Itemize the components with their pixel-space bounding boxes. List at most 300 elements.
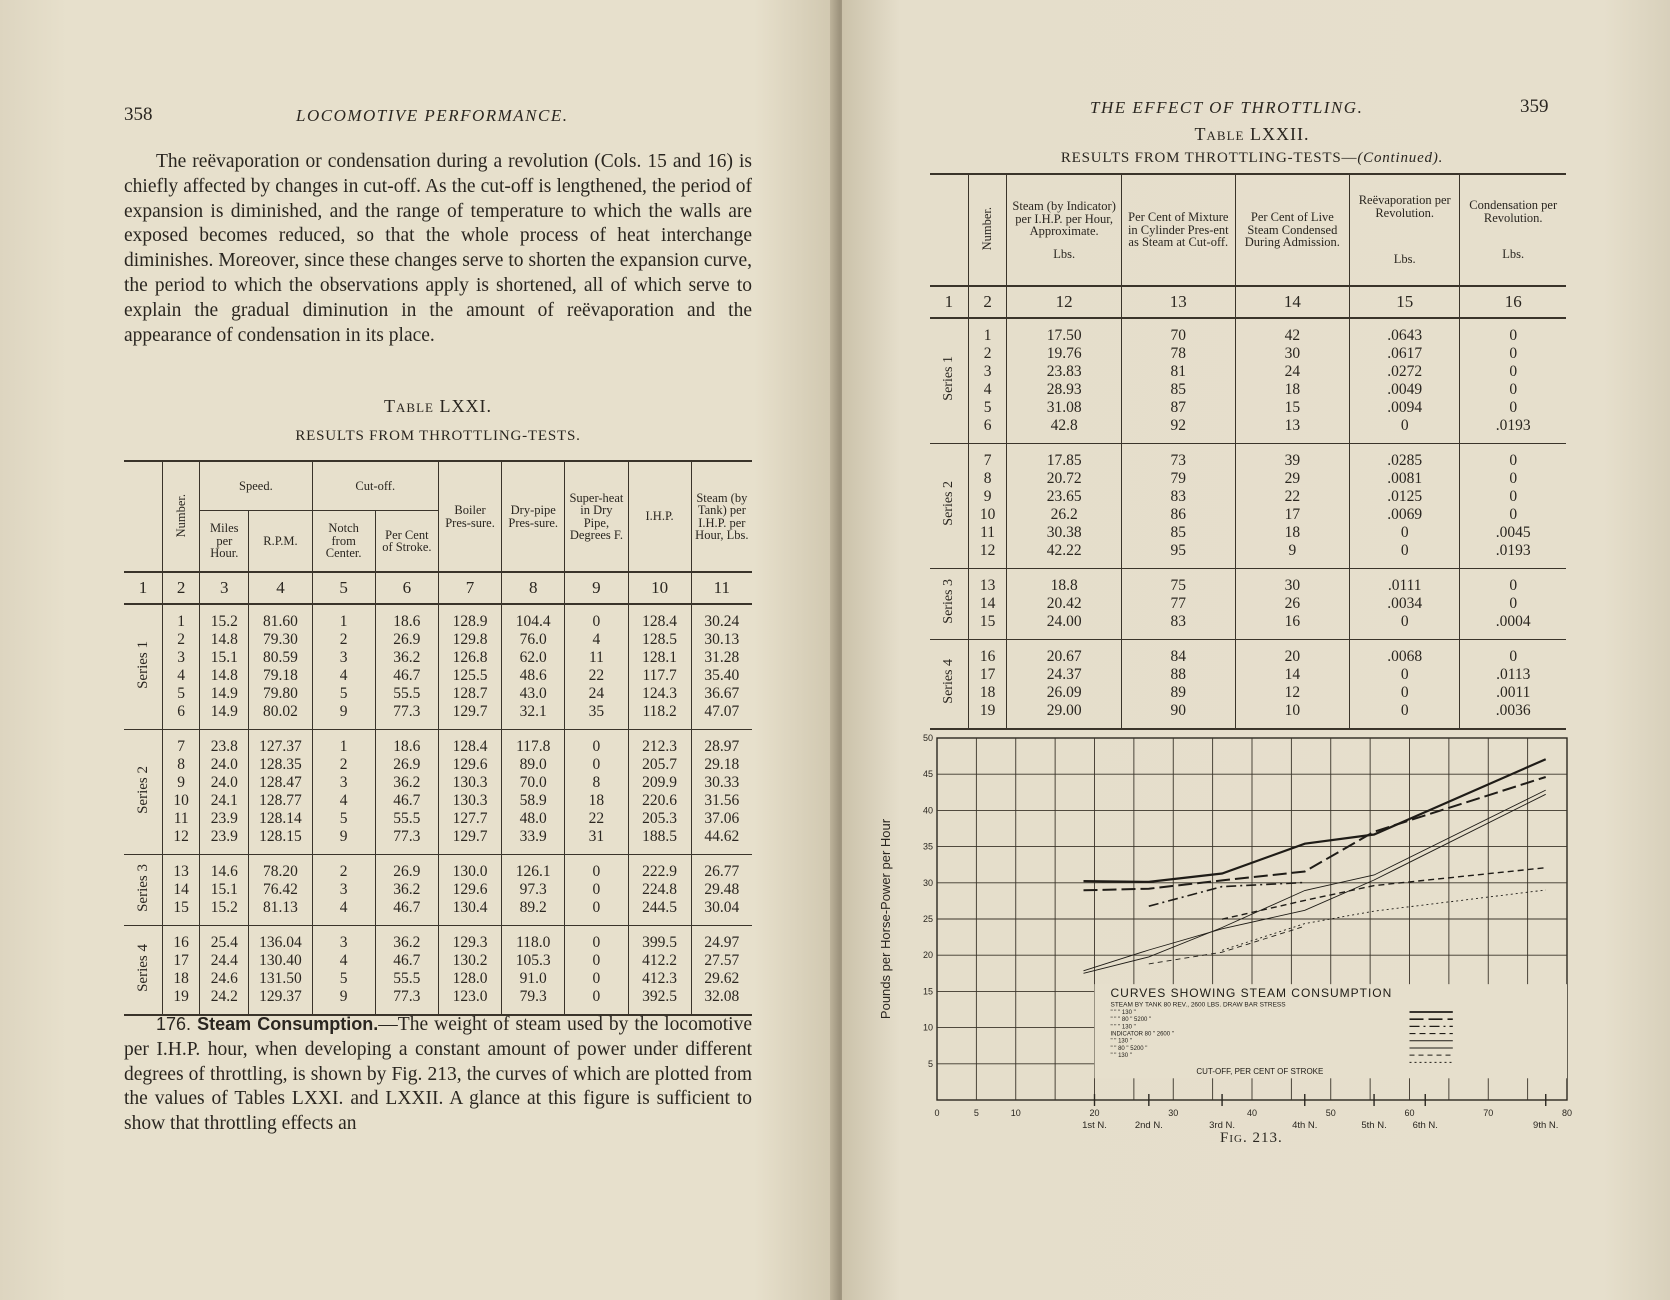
table-cell: 85 — [1121, 381, 1235, 399]
table-row — [930, 381, 1566, 399]
body-paragraph-1: The reëvaporation or condensation during a revolution (Cols. 15 and 16) is chiefly affected by changes in cut-off. As the cut-off is lengthened, the period of expansion is diminished, and the range of temperature to which the walls are exposed becomes reduced, so that the whole process of heat interchange diminishes. Moreover, since these changes serve to shorten the expansion curve, the period to which the observations apply is shortened, all of which serve to explain the gradual diminution in the amount of reëvaporation and the appearance of condensation in its place. — [124, 151, 752, 346]
table-cell: 117.7 — [628, 667, 691, 685]
page-number: 358 — [124, 104, 153, 125]
table-cell: .0125 — [1349, 488, 1459, 506]
table-cell: 399.5 — [628, 926, 691, 953]
table-cell: 3 — [312, 649, 375, 667]
table-cell: 78 — [1121, 345, 1235, 363]
table-cell: 37.06 — [691, 810, 752, 828]
table-row — [124, 667, 752, 685]
series-label: Series 1 — [134, 640, 151, 689]
table-cell: 0 — [565, 970, 628, 988]
table-cell: 81.13 — [249, 899, 312, 926]
table-cell: 35 — [565, 703, 628, 730]
table-row — [124, 631, 752, 649]
table-cell: 46.7 — [375, 952, 438, 970]
header-condensation: Condensation per Revolution. Lbs. — [1460, 174, 1566, 286]
table-cell: 224.8 — [628, 881, 691, 899]
table-cell: 90 — [1121, 702, 1235, 729]
table-cell: 11 — [565, 649, 628, 667]
header-mixture: Per Cent of Mixture in Cylinder Pres-ent as Steam at Cut-off. — [1121, 174, 1235, 286]
series-header — [124, 461, 163, 572]
table-cell: 18 — [1235, 524, 1349, 542]
table-cell: 4 — [312, 899, 375, 926]
notch-label: 6th N. — [1412, 1120, 1438, 1131]
table-cell: 31.28 — [691, 649, 752, 667]
table-cell: 0 — [1460, 470, 1566, 488]
table-cell: 3 — [163, 649, 200, 667]
table-cell: 128.35 — [249, 756, 312, 774]
table-cell: 23.65 — [1007, 488, 1121, 506]
table-cell: 14 — [1235, 666, 1349, 684]
table-cell: 18.6 — [375, 604, 438, 631]
legend-title: CURVES SHOWING STEAM CONSUMPTION — [1110, 985, 1393, 1000]
table-cell: 128.4 — [628, 604, 691, 631]
table-cell: 11 — [968, 524, 1007, 542]
table-cell: 79.3 — [502, 988, 565, 1015]
table-cell: 0 — [565, 926, 628, 953]
table-cell: 2 — [163, 631, 200, 649]
table-row — [124, 899, 752, 926]
table-cell: 0 — [1460, 444, 1566, 471]
column-number: 13 — [1121, 286, 1235, 318]
table-cell: 11 — [163, 810, 200, 828]
table-cell: 20.72 — [1007, 470, 1121, 488]
x-tick-label: 50 — [1325, 1108, 1336, 1118]
table-cell: 30.04 — [691, 899, 752, 926]
table-cell: 30.24 — [691, 604, 752, 631]
column-number: 9 — [565, 572, 628, 604]
table-cell: 31.56 — [691, 792, 752, 810]
table-cell: 97.3 — [502, 881, 565, 899]
table-cell: 4 — [312, 952, 375, 970]
table-row — [930, 702, 1566, 729]
table-cell: 48.0 — [502, 810, 565, 828]
series-line — [1222, 890, 1546, 950]
table-cell: 129.7 — [438, 703, 501, 730]
notch-label: 5th N. — [1361, 1120, 1387, 1131]
table-cell: 19.76 — [1007, 345, 1121, 363]
table-cell: 130.0 — [438, 855, 501, 882]
table-cell: 4 — [968, 381, 1007, 399]
table-cell: 118.0 — [502, 926, 565, 953]
table-cell: 42 — [1235, 318, 1349, 345]
table-cell: .0081 — [1349, 470, 1459, 488]
table-cell: 75 — [1121, 569, 1235, 596]
table-cell: 15.1 — [200, 649, 249, 667]
table-cell: 25.4 — [200, 926, 249, 953]
table-cell: 3 — [968, 363, 1007, 381]
table-cell: 32.08 — [691, 988, 752, 1015]
table-cell: 23.83 — [1007, 363, 1121, 381]
column-number: 12 — [1007, 286, 1121, 318]
table-cell: 0 — [1349, 542, 1459, 569]
table-cell: 17.50 — [1007, 318, 1121, 345]
legend-entry: " " " 130 " — [1110, 1009, 1136, 1016]
table-cell: 14.6 — [200, 855, 249, 882]
table-cell: 128.1 — [628, 649, 691, 667]
table-cell: 18 — [565, 792, 628, 810]
series-label: Series 2 — [134, 765, 151, 814]
table-cell: 47.07 — [691, 703, 752, 730]
table-cell: 36.67 — [691, 685, 752, 703]
table-row — [930, 318, 1566, 345]
column-number: 14 — [1235, 286, 1349, 318]
y-tick-label: 30 — [922, 877, 933, 888]
x-tick-label: 0 — [934, 1108, 940, 1118]
table-cell: 0 — [565, 855, 628, 882]
table-cell: 79.18 — [249, 667, 312, 685]
table-row — [124, 810, 752, 828]
series-line — [1084, 777, 1546, 890]
table-row — [124, 703, 752, 730]
table-cell: .0193 — [1460, 417, 1566, 444]
header-speed: Speed. — [200, 461, 312, 511]
table-cell: 85 — [1121, 524, 1235, 542]
y-tick-label: 10 — [922, 1022, 933, 1033]
header-number: Number. — [968, 174, 1007, 286]
table-cell: 36.2 — [375, 774, 438, 792]
table-cell: 125.5 — [438, 667, 501, 685]
header-reevaporation: Reëvaporation per Revolution. Lbs. — [1349, 174, 1459, 286]
table-cell: 1 — [312, 604, 375, 631]
table-cell: 8 — [968, 470, 1007, 488]
table-cell: 15.1 — [200, 881, 249, 899]
table-cell: 29 — [1235, 470, 1349, 488]
table-row — [930, 595, 1566, 613]
table-cell: 30 — [1235, 345, 1349, 363]
table-cell: 128.15 — [249, 828, 312, 855]
table-row — [124, 828, 752, 855]
table-cell: .0069 — [1349, 506, 1459, 524]
table-cell: 105.3 — [502, 952, 565, 970]
series-line — [1149, 926, 1305, 964]
table-cell: 15 — [163, 899, 200, 926]
table-cell: 20.67 — [1007, 640, 1121, 667]
header-notch: Notch from Center. — [312, 511, 375, 573]
table-cell: 220.6 — [628, 792, 691, 810]
table-row — [930, 488, 1566, 506]
page-number: 359 — [1520, 96, 1549, 117]
table-cell: 129.7 — [438, 828, 501, 855]
table-cell: 0 — [565, 988, 628, 1015]
table-cell: 76.42 — [249, 881, 312, 899]
header-steam-tank: Steam (by Tank) per I.H.P. per Hour, Lbs. — [691, 461, 752, 572]
table-cell: 14.8 — [200, 667, 249, 685]
table-cell: 22 — [565, 667, 628, 685]
table-cell: 117.8 — [502, 730, 565, 757]
table-cell: 30.38 — [1007, 524, 1121, 542]
table-cell: 130.4 — [438, 899, 501, 926]
table-cell: 24.1 — [200, 792, 249, 810]
table-cell: 33.9 — [502, 828, 565, 855]
table-cell: 23.8 — [200, 730, 249, 757]
table-cell: 70.0 — [502, 774, 565, 792]
table-cell: 205.7 — [628, 756, 691, 774]
table-cell: .0045 — [1460, 524, 1566, 542]
table-cell: 130.40 — [249, 952, 312, 970]
table-row — [124, 649, 752, 667]
table-cell: 80.59 — [249, 649, 312, 667]
x-tick-label: 70 — [1483, 1108, 1494, 1118]
table-row — [124, 604, 752, 631]
table-cell: .0285 — [1349, 444, 1459, 471]
x-axis-label: CUT-OFF, PER CENT OF STROKE — [1196, 1066, 1324, 1076]
series-line — [1084, 759, 1546, 882]
table-cell: 12 — [1235, 684, 1349, 702]
column-number: 2 — [968, 286, 1007, 318]
table-cell: 9 — [163, 774, 200, 792]
table-cell: 16 — [968, 640, 1007, 667]
table-cell: 15.2 — [200, 899, 249, 926]
table-cell: 14 — [163, 881, 200, 899]
table-cell: 30 — [1235, 569, 1349, 596]
table-cell: 3 — [312, 881, 375, 899]
table-cell: 89.0 — [502, 756, 565, 774]
column-number: 1 — [944, 292, 954, 311]
series-label: Series 3 — [134, 863, 151, 912]
table-cell: .0049 — [1349, 381, 1459, 399]
table-cell: .0094 — [1349, 399, 1459, 417]
column-number: 11 — [691, 572, 752, 604]
table-cell: 127.7 — [438, 810, 501, 828]
table-cell: 128.7 — [438, 685, 501, 703]
table-row — [930, 399, 1566, 417]
table-cell: 77.3 — [375, 703, 438, 730]
table-cell: 8 — [163, 756, 200, 774]
notch-label: 4th N. — [1292, 1120, 1318, 1131]
table-cell: 20 — [1235, 640, 1349, 667]
table-cell: 46.7 — [375, 667, 438, 685]
x-tick-label: 10 — [1010, 1108, 1021, 1118]
figure-caption: Fig. 213. — [1220, 1130, 1283, 1146]
table-cell: 18 — [968, 684, 1007, 702]
column-number: 8 — [502, 572, 565, 604]
table-cell: 17 — [163, 952, 200, 970]
table-cell: 13 — [1235, 417, 1349, 444]
series-header — [930, 174, 968, 286]
table-title: Table LXXII. — [1194, 124, 1310, 144]
table-row — [124, 970, 752, 988]
table-cell: .0068 — [1349, 640, 1459, 667]
x-tick-label: 20 — [1089, 1108, 1100, 1118]
table-cell: .0011 — [1460, 684, 1566, 702]
table-cell: 6 — [968, 417, 1007, 444]
table-cell: 5 — [163, 685, 200, 703]
table-cell: 129.3 — [438, 926, 501, 953]
y-tick-label: 5 — [927, 1058, 933, 1069]
table-cell: 10 — [163, 792, 200, 810]
table-cell: 26.9 — [375, 631, 438, 649]
table-cell: 24.4 — [200, 952, 249, 970]
header-ihp: I.H.P. — [628, 461, 691, 572]
notch-label: 3rd N. — [1209, 1120, 1236, 1131]
header-boiler-pressure: Boiler Pres-sure. — [438, 461, 501, 572]
table-cell: 24.6 — [200, 970, 249, 988]
table-cell: 24.0 — [200, 756, 249, 774]
table-cell: 128.9 — [438, 604, 501, 631]
table-cell: 1 — [163, 604, 200, 631]
x-tick-label: 80 — [1561, 1108, 1573, 1118]
table-cell: 16 — [163, 926, 200, 953]
table-row — [930, 417, 1566, 444]
table-cell: 18.6 — [375, 730, 438, 757]
table-cell: .0617 — [1349, 345, 1459, 363]
table-cell: 26.9 — [375, 855, 438, 882]
section-title: Steam Consumption. — [197, 1014, 379, 1034]
table-cell: 19 — [968, 702, 1007, 729]
table-cell: 24.2 — [200, 988, 249, 1015]
table-row — [930, 684, 1566, 702]
table-cell: 77.3 — [375, 988, 438, 1015]
table-cell: 8 — [565, 774, 628, 792]
table-cell: 18 — [1235, 381, 1349, 399]
table-cell: 9 — [1235, 542, 1349, 569]
table-cell: 5 — [312, 685, 375, 703]
table-cell: 31.08 — [1007, 399, 1121, 417]
table-cell: 23.9 — [200, 810, 249, 828]
column-number: 4 — [249, 572, 312, 604]
table-cell: 0 — [1349, 666, 1459, 684]
table-cell: 36.2 — [375, 926, 438, 953]
table-cell: 28.93 — [1007, 381, 1121, 399]
table-cell: 5 — [312, 970, 375, 988]
table-cell: 10 — [968, 506, 1007, 524]
table-cell: 0 — [1460, 569, 1566, 596]
table-cell: 24.97 — [691, 926, 752, 953]
column-number: 3 — [200, 572, 249, 604]
notch-label: 9th N. — [1533, 1120, 1559, 1131]
table-cell: 23.9 — [200, 828, 249, 855]
table-cell: 9 — [968, 488, 1007, 506]
column-number-row — [124, 572, 752, 604]
table-cell: 126.1 — [502, 855, 565, 882]
table-cell: 14.9 — [200, 685, 249, 703]
table-cell: 29.18 — [691, 756, 752, 774]
table-row — [930, 640, 1566, 667]
table-cell: 30.13 — [691, 631, 752, 649]
table-cell: 9 — [312, 988, 375, 1015]
column-number: 7 — [438, 572, 501, 604]
steam-consumption-chart — [872, 730, 1642, 1150]
table-cell: 36.2 — [375, 649, 438, 667]
table-row — [124, 988, 752, 1015]
table-cell: 136.04 — [249, 926, 312, 953]
y-tick-label: 15 — [922, 986, 933, 997]
table-cell: 129.6 — [438, 881, 501, 899]
table-cell: 1 — [968, 318, 1007, 345]
table-cell: 26.77 — [691, 855, 752, 882]
table-cell: 39 — [1235, 444, 1349, 471]
table-cell: 44.62 — [691, 828, 752, 855]
table-cell: 81 — [1121, 363, 1235, 381]
x-tick-label: 30 — [1168, 1108, 1179, 1118]
notch-label: 2nd N. — [1134, 1120, 1163, 1131]
table-row — [930, 506, 1566, 524]
table-cell: 2 — [312, 631, 375, 649]
x-tick-label: 40 — [1246, 1108, 1258, 1118]
table-cell: 9 — [312, 828, 375, 855]
column-number: 15 — [1349, 286, 1459, 318]
table-cell: .0036 — [1460, 702, 1566, 729]
table-cell: 0 — [1349, 702, 1459, 729]
table-cell: 0 — [1460, 381, 1566, 399]
table-lxxi — [124, 460, 752, 1016]
table-cell: 130.3 — [438, 774, 501, 792]
table-cell: 222.9 — [628, 855, 691, 882]
table-subtitle: RESULTS FROM THROTTLING-TESTS—(Continued). — [1060, 150, 1444, 166]
y-tick-label: 20 — [922, 950, 933, 961]
table-cell: 31 — [565, 828, 628, 855]
table-cell: 17.85 — [1007, 444, 1121, 471]
y-axis-label: Pounds per Horse-Power per Hour — [878, 818, 893, 1020]
table-cell: 12 — [163, 828, 200, 855]
table-cell: 15 — [1235, 399, 1349, 417]
table-cell: 412.3 — [628, 970, 691, 988]
column-number-row — [930, 286, 1566, 318]
table-cell: 58.9 — [502, 792, 565, 810]
table-cell: 131.50 — [249, 970, 312, 988]
table-cell: 128.77 — [249, 792, 312, 810]
table-cell: 18.8 — [1007, 569, 1121, 596]
header-cutoff: Cut-off. — [312, 461, 438, 511]
table-row — [124, 792, 752, 810]
table-cell: 55.5 — [375, 970, 438, 988]
y-tick-label: 45 — [922, 769, 933, 780]
table-cell: 0 — [1349, 417, 1459, 444]
table-cell: .0034 — [1349, 595, 1459, 613]
table-cell: 89 — [1121, 684, 1235, 702]
table-subtitle: RESULTS FROM THROTTLING-TESTS. — [295, 428, 581, 444]
series-label: Series 3 — [940, 579, 956, 624]
body-paragraph-2 — [124, 1012, 752, 1137]
table-cell: 32.1 — [502, 703, 565, 730]
series-label: Series 1 — [940, 356, 956, 401]
table-cell: 86 — [1121, 506, 1235, 524]
table-cell: 13 — [968, 569, 1007, 596]
table-cell: 6 — [163, 703, 200, 730]
table-cell: 2 — [312, 855, 375, 882]
table-cell: 0 — [565, 730, 628, 757]
table-cell: 212.3 — [628, 730, 691, 757]
table-cell: 83 — [1121, 613, 1235, 640]
header-condensed: Per Cent of Live Steam Condensed During Admission. — [1235, 174, 1349, 286]
table-cell: 79.80 — [249, 685, 312, 703]
running-head: THE EFFECT OF THROTTLING. — [1090, 98, 1364, 117]
table-cell: 1 — [312, 730, 375, 757]
table-cell: 7 — [163, 730, 200, 757]
table-cell: 15.2 — [200, 604, 249, 631]
table-cell: 4 — [565, 631, 628, 649]
table-cell: 14 — [968, 595, 1007, 613]
table-cell: .0643 — [1349, 318, 1459, 345]
table-cell: 14.9 — [200, 703, 249, 730]
table-row — [124, 756, 752, 774]
table-cell: 42.8 — [1007, 417, 1121, 444]
table-cell: 2 — [312, 756, 375, 774]
table-cell: 36.2 — [375, 881, 438, 899]
table-cell: 79 — [1121, 470, 1235, 488]
table-cell: 62.0 — [502, 649, 565, 667]
table-cell: 128.14 — [249, 810, 312, 828]
table-cell: 29.48 — [691, 881, 752, 899]
table-cell: 104.4 — [502, 604, 565, 631]
table-cell: 0 — [1460, 488, 1566, 506]
header-miles-per-hour: Miles per Hour. — [200, 511, 249, 573]
table-cell: 88 — [1121, 666, 1235, 684]
table-cell: 70 — [1121, 318, 1235, 345]
legend-entry: " " 130 " — [1110, 1053, 1132, 1060]
